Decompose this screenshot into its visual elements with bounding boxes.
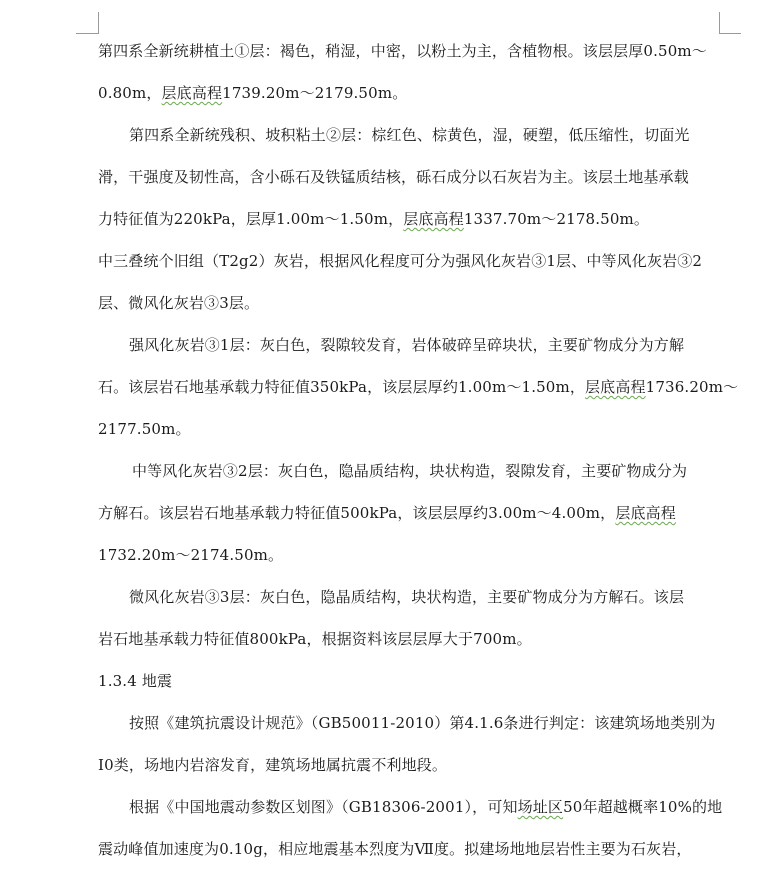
- spellcheck-flag: 层底高程: [403, 210, 464, 228]
- paragraph-line: Ⅰ0类，场地内岩溶发育，建筑场地属抗震不利地段。: [98, 756, 448, 774]
- crop-mark-top-left: [76, 33, 98, 34]
- document-body[interactable]: [98, 30, 739, 870]
- paragraph-line: 第四系全新统残积、坡积粘土②层：棕红色、棕黄色，湿，硬塑，低压缩性，切面光: [129, 126, 690, 144]
- paragraph-line: 强风化灰岩③1层：灰白色，裂隙较发育，岩体破碎呈碎块状，主要矿物成分为方解: [129, 336, 685, 354]
- paragraph-line: 根据《中国地震动参数区划图》（GB18306-2001），可知场址区50年超越概率10%的地: [129, 798, 723, 816]
- paragraph-line: 微风化灰岩③3层：灰白色，隐晶质结构，块状构造，主要矿物成分为方解石。该层: [129, 588, 685, 606]
- paragraph-line: 震动峰值加速度为0.10g，相应地震基本烈度为Ⅶ度。拟建场地地层岩性主要为石灰岩，: [98, 840, 692, 858]
- paragraph-line: 方解石。该层岩石地基承载力特征值500kPa，该层层厚约3.00m～4.00m，层底高程: [98, 504, 676, 522]
- spellcheck-flag: 场址区: [517, 798, 564, 816]
- paragraph-line: 力特征值为220kPa，层厚1.00m～1.50m，层底高程1337.70m～2178.50m。: [98, 210, 650, 228]
- paragraph-line: 层、微风化灰岩③3层。: [98, 294, 260, 312]
- paragraph-line: 按照《建筑抗震设计规范》（GB50011-2010）第4.1.6条进行判定：该建筑场地类别为: [129, 714, 716, 732]
- paragraph-line: 石。该层岩石地基承载力特征值350kPa，该层层厚约1.00m～1.50m，层底高程1736.20m～: [98, 378, 739, 396]
- section-heading: 1.3.4 地震: [98, 672, 173, 690]
- paragraph-line: 中三叠统个旧组（T2g2）灰岩，根据风化程度可分为强风化灰岩③1层、中等风化灰岩③2: [98, 252, 703, 270]
- paragraph-line: 2177.50m。: [98, 420, 191, 438]
- paragraph-line: 中等风化灰岩③2层：灰白色，隐晶质结构，块状构造，裂隙发育，主要矿物成分为: [132, 462, 688, 480]
- paragraph-line: 1732.20m～2174.50m。: [98, 546, 284, 564]
- paragraph-line: 第四系全新统耕植土①层：褐色，稍湿，中密，以粉土为主，含植物根。该层层厚0.50m～: [98, 42, 707, 60]
- spellcheck-flag: 层底高程: [161, 84, 223, 102]
- paragraph-line: 0.80m，层底高程1739.20m～2179.50m。: [98, 84, 408, 102]
- paragraph-line: 滑，干强度及韧性高，含小砾石及铁锰质结核，砾石成分以石灰岩为主。该层土地基承载: [98, 168, 689, 186]
- paragraph-line: 岩石地基承载力特征值800kPa，根据资料该层层厚大于700m。: [98, 630, 532, 648]
- spellcheck-flag: 层底高程: [585, 378, 646, 396]
- spellcheck-flag: 层底高程: [615, 504, 676, 522]
